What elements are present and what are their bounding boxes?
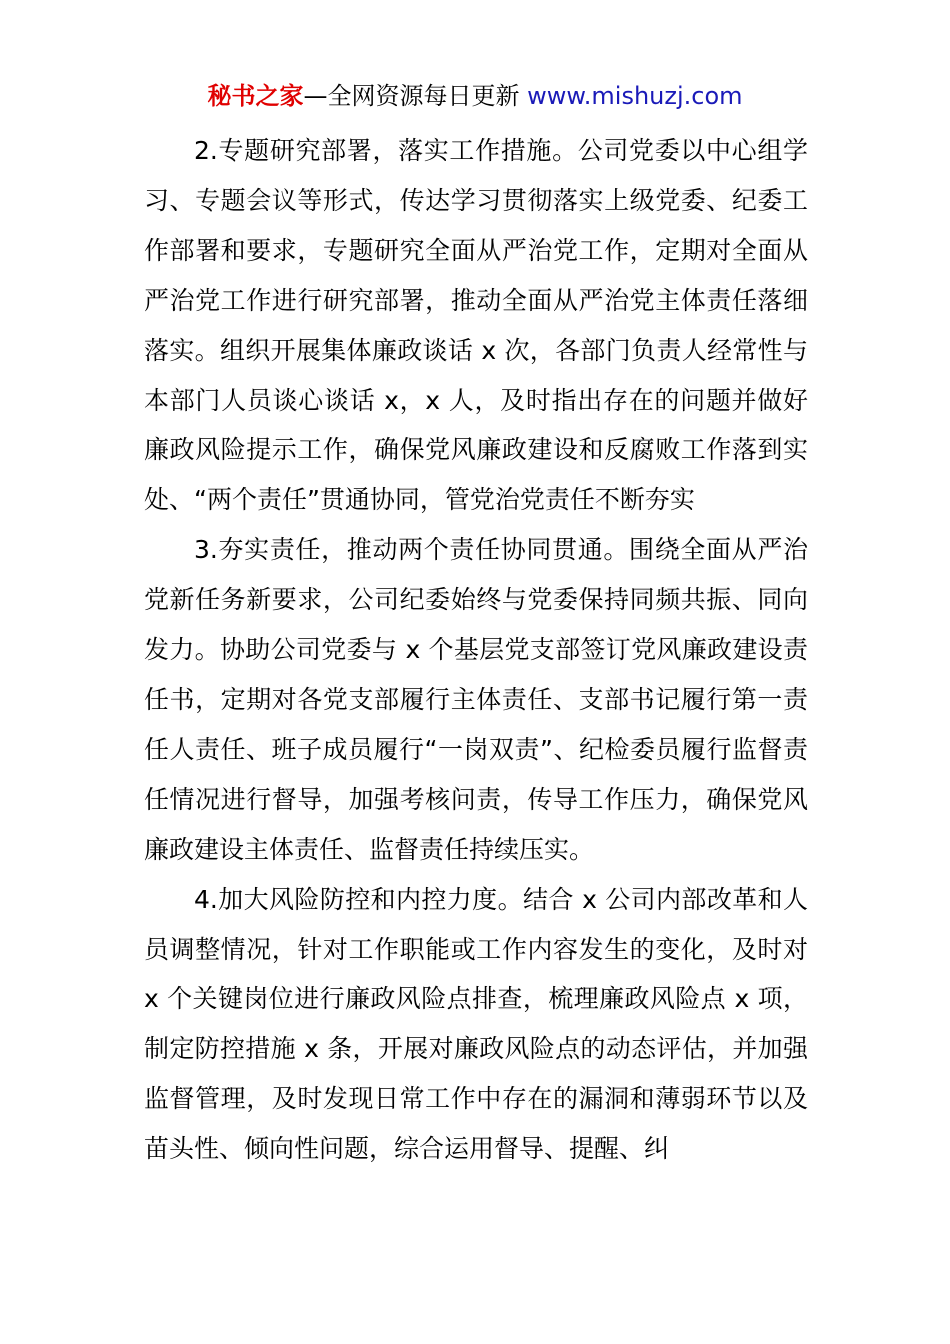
paragraph-4: 4.加大风险防控和内控力度。结合 x 公司内部改革和人员调整情况，针对工作职能或工作内容发生的变化，及时对 x 个关键岗位进行廉政风险点排查，梳理廉政风险点 x 项，制定防控措施 x 条，开展对廉政风险点的动态评估，并加强监督管理，及时发现日常工作中存在的漏洞和薄弱环节以及苗头性、倾向性问题，综合运用督导、提醒、纠 <box>144 884 808 1164</box>
site-tagline: —全网资源每日更新 <box>303 82 520 110</box>
paragraph-3: 3.夯实责任，推动两个责任协同贯通。围绕全面从严治党新任务新要求，公司纪委始终与党委保持同频共振、同向发力。协助公司党委与 x 个基层党支部签订党风廉政建设责任书，定期对各党支部履行主体责任、支部书记履行第一责任人责任、班子成员履行“一岗双责”、纪检委员履行监督责任情况进行督导，加强考核问责，传导工作压力，确保党风廉政建设主体责任、监督责任持续压实。 <box>144 535 808 864</box>
document-body <box>144 126 808 1174</box>
paragraph-2: 2.专题研究部署，落实工作措施。公司党委以中心组学习、专题会议等形式，传达学习贯彻落实上级党委、纪委工作部署和要求，专题研究全面从严治党工作，定期对全面从严治党工作进行研究部署，推动全面从严治党主体责任落细落实。组织开展集体廉政谈话 x 次，各部门负责人经常性与本部门人员谈心谈话 x，x 人，及时指出存在的问题并做好廉政风险提示工作，确保党风廉政建设和反腐败工作落到实处、“两个责任”贯通协同，管党治党责任不断夯实 <box>144 136 808 515</box>
site-header <box>0 80 950 112</box>
site-brand: 秘书之家 <box>207 82 304 110</box>
site-url-link[interactable]: www.mishuzj.com <box>527 82 743 110</box>
